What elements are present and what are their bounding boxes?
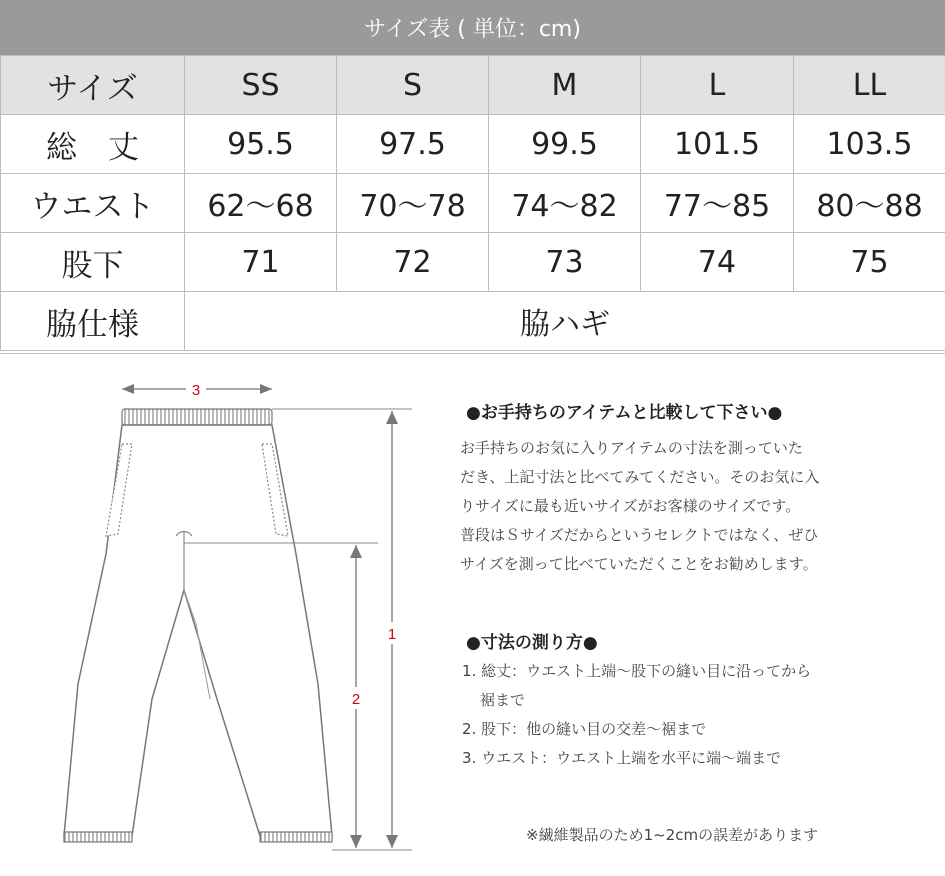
tolerance-footnote: ※繊維製品のため1~2cmの誤差があります	[526, 824, 818, 845]
row-label-total-length: 総 丈	[1, 115, 185, 174]
waistband	[122, 409, 272, 425]
measure-steps	[462, 657, 940, 773]
compare-line: だき、上記寸法と比べてみてください。そのお気に入	[460, 463, 938, 492]
right-hem	[260, 832, 332, 842]
cell-waist-ll: 80〜88	[794, 174, 945, 233]
compare-line: お手持ちのお気に入りアイテムの寸法を測っていた	[460, 434, 938, 463]
cell-inseam-s: 72	[337, 233, 489, 292]
row-label-side-spec: 脇仕様	[1, 292, 185, 351]
cell-side-spec: 脇ハギ	[185, 292, 945, 351]
cell-waist-ss: 62〜68	[185, 174, 337, 233]
measure-step-continuation: 裾まで	[462, 686, 940, 715]
compare-paragraph	[460, 434, 938, 579]
cell-waist-m: 74〜82	[489, 174, 641, 233]
table-row-inseam	[1, 233, 945, 292]
size-chart-title: サイズ表 ( 単位：cm)	[0, 0, 945, 55]
cell-inseam-l: 74	[641, 233, 794, 292]
row-label-waist: ウエスト	[1, 174, 185, 233]
pants-diagram	[0, 354, 440, 876]
compare-line: 普段はＳサイズだからというセレクトではなく、ぜひ	[460, 521, 938, 550]
cell-total-length-ss: 95.5	[185, 115, 337, 174]
header-l: L	[641, 56, 794, 115]
cell-waist-s: 70〜78	[337, 174, 489, 233]
label-3: 3	[192, 382, 200, 399]
size-table	[0, 55, 945, 351]
left-hem	[64, 832, 132, 842]
header-ss: SS	[185, 56, 337, 115]
cell-inseam-m: 73	[489, 233, 641, 292]
header-m: M	[489, 56, 641, 115]
table-header-row	[1, 56, 945, 115]
cell-total-length-m: 99.5	[489, 115, 641, 174]
label-1: 1	[388, 626, 396, 643]
table-row-waist	[1, 174, 945, 233]
measure-step: 2. 股下：他の縫い目の交差〜裾まで	[462, 715, 940, 744]
cell-inseam-ll: 75	[794, 233, 945, 292]
measurement-section	[0, 353, 945, 876]
label-2: 2	[352, 691, 360, 708]
cell-inseam-ss: 71	[185, 233, 337, 292]
cell-total-length-s: 97.5	[337, 115, 489, 174]
cell-total-length-ll: 103.5	[794, 115, 945, 174]
compare-heading: ●お手持ちのアイテムと比較して下さい●	[466, 398, 782, 423]
header-s: S	[337, 56, 489, 115]
compare-line: りサイズに最も近いサイズがお客様のサイズです。	[460, 492, 938, 521]
cell-waist-l: 77〜85	[641, 174, 794, 233]
measure-step: 1. 総丈：ウエスト上端〜股下の縫い目に沿ってから	[462, 657, 940, 686]
row-label-inseam: 股下	[1, 233, 185, 292]
header-size: サイズ	[1, 56, 185, 115]
table-row-side-spec	[1, 292, 945, 351]
measure-step: 3. ウエスト：ウエスト上端を水平に端〜端まで	[462, 744, 940, 773]
cell-total-length-l: 101.5	[641, 115, 794, 174]
pants-outline	[64, 425, 332, 836]
header-ll: LL	[794, 56, 945, 115]
measure-heading: ●寸法の測り方●	[466, 628, 598, 653]
compare-line: サイズを測って比べていただくことをお勧めします。	[460, 550, 938, 579]
table-row-total-length	[1, 115, 945, 174]
